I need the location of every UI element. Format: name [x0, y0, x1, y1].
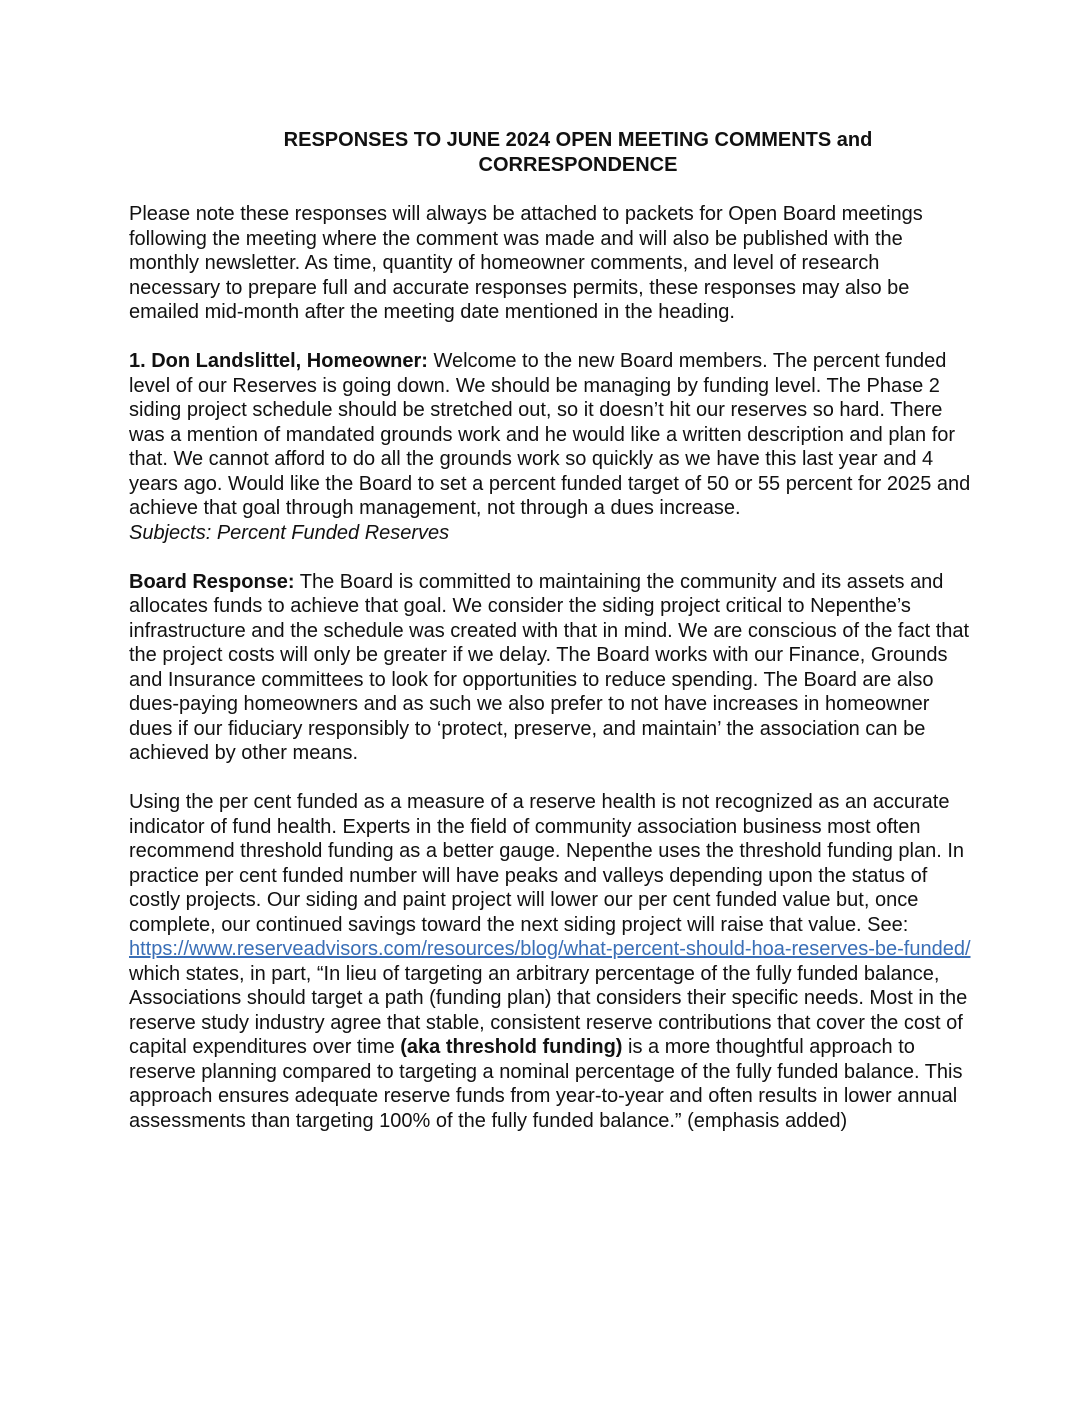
comment-1-text: Welcome to the new Board members. The percent funded level of our Reserves is going down. We should be managing by funding level. The Phase 2 siding project schedule should be stretched out, so it doesn’t hit our reserves so hard. There was a mention of mandated grounds work and he would like a written description and plan for that. We cannot afford to do all the grounds work so quickly as we have this last year and 4 years ago. Would like the Board to set a percent funded target of 50 or 55 percent for 2025 and achieve that goal through management, not through a dues increase. [129, 350, 971, 519]
title-line-1: RESPONSES TO JUNE 2024 OPEN MEETING COMMENTS and [283, 129, 873, 151]
board-response-paragraph [129, 570, 974, 766]
board-response-label: Board Response: [129, 570, 295, 593]
threshold-text-after-link: which states, in part, “In lieu of targeting an arbitrary percentage of the fully funded balance, Associations should target a path (funding plan) that considers their specific needs. Most in the reserve study industry agree that stable, consistent reserve contributions that cover the cost of capital expenditures over time [129, 962, 968, 1058]
threshold-bold-phrase: (aka threshold funding) [400, 1036, 623, 1058]
board-response-text: The Board is committed to maintaining the community and its assets and allocates funds to achieve that goal. We consider the siding project critical to Nepenthe’s infrastructure and the schedule was created with that in mind. We are conscious of the fact that the project costs will only be greater if we delay. The Board works with our Finance, Grounds and Insurance committees to look for opportunities to reduce spending. The Board are also dues-paying homeowners and as such we also prefer to not have increases in homeowner dues if our fiduciary responsibly to ‘protect, preserve, and maintain’ the association can be achieved by other means. [129, 570, 970, 764]
threshold-funding-paragraph [129, 790, 974, 1133]
intro-paragraph: Please note these responses will always be attached to packets for Open Board meetings following the meeting where the comment was made and will also be published with the monthly newsletter. As time, quantity of homeowner comments, and level of research necessary to prepare full and accurate responses permits, these responses may also be emailed mid-month after the meeting date mentioned in the heading. [129, 203, 923, 323]
document-body [129, 202, 974, 1158]
comment-1-subjects: Subjects: Percent Funded Reserves [129, 521, 450, 544]
title-line-2: CORRESPONDENCE [478, 154, 678, 176]
threshold-text-before-link: Using the per cent funded as a measure of a reserve health is not recognized as an accurate indicator of fund health. Experts in the field of community association business most often recommend threshold funding as a better gauge. Nepenthe uses the threshold funding plan. In practice per cent funded number will have peaks and valleys depending upon the status of costly projects. Our siding and paint project will lower our per cent funded value but, once complete, our continued savings toward the next siding project will raise that value. See: [129, 791, 965, 936]
comment-1-label: 1. Don Landslittel, Homeowner: [129, 350, 428, 372]
reserve-advisors-link[interactable]: https://www.reserveadvisors.com/resources/blog/what-percent-should-hoa-reserves-be-funded/ [129, 938, 971, 960]
threshold-text-end: is a more thoughtful approach to reserve planning compared to targeting a nominal percentage of the fully funded balance. This approach ensures adequate reserve funds from year-to-year and often results in lower annual assessments than targeting 100% of the fully funded balance.” (emphasis added) [129, 1036, 963, 1132]
comment-1-paragraph [129, 349, 974, 521]
page-title [160, 128, 996, 178]
